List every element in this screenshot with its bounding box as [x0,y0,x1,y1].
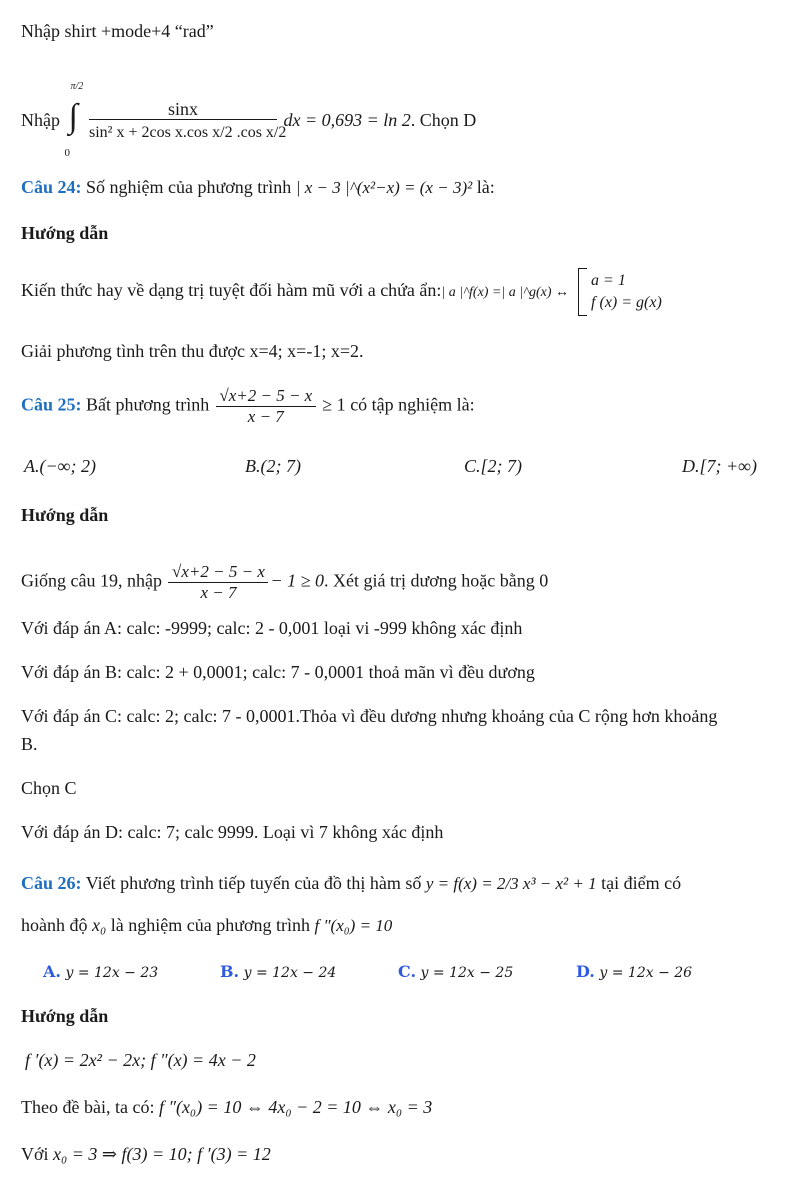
guide-line-6: Với đáp án D: calc: 7; calc 9999. Loại vì 7 không xác định [21,822,444,842]
result-math: x₀ = 3 ⇒ f(3) = 10; f ′(3) = 12 [53,1144,271,1164]
case-bracket [578,268,587,316]
option-a[interactable] [43,961,158,982]
guide-fraction [168,562,268,603]
case-1: a = 1 [591,272,626,289]
guide-text: Giống câu 19, nhập [21,570,162,591]
option-b[interactable] [220,961,336,982]
condition-math: f ″(x₀) = 10 ⇔ 4x₀ − 2 = 10 ⇔ x₀ = 3 [158,1097,433,1117]
fraction-numerator: √x+2 − 5 − x [216,386,316,407]
option-value: y = 12x − 23 [65,965,159,981]
guide-heading: Hướng dẫn [21,1006,109,1026]
question-end: có tập nghiệm là: [350,394,475,415]
integral-prefix: Nhập [21,110,60,131]
condition-line [21,1096,432,1118]
question-26 [21,872,681,895]
fraction-denominator: x − 7 [200,583,237,602]
integral-line [21,81,477,159]
integral-lower-limit: 0 [64,147,70,159]
question-text: hoành độ [21,915,88,935]
question-math: f ″(x₀) = 10 [314,916,393,935]
question-text: Viết phương trình tiếp tuyến của đồ thị hàm số [85,873,422,893]
option-letter: A. [43,962,61,981]
question-inequality: ≥ 1 [322,394,346,415]
question-24 [21,176,495,199]
integral-choice: . Chọn D [410,110,477,131]
derivatives-line: f ′(x) = 2x² − 2x; f ″(x) = 4x − 2 [25,1050,256,1070]
guide-line-4-cont: B. [21,734,38,754]
knowledge-line [21,268,662,316]
integral-symbol: ∫ [68,98,78,135]
question-end: là: [476,177,495,197]
instruction-line: Nhập shirt +mode+4 “rad” [21,21,214,41]
option-letter: C. [398,962,417,981]
guide-line-3: Với đáp án B: calc: 2 + 0,0001; calc: 7 - 0,0001 thoả mãn vì đều dương [21,662,535,682]
knowledge-math: | a |^f(x) =| a |^g(x) ↔ [441,285,570,301]
option-value: y = 12x − 25 [420,965,514,981]
option-letter: B. [220,962,240,981]
question-variable: x₀ [92,915,107,935]
guide-heading: Hướng dẫn [21,505,109,525]
guide-expression: − 1 ≥ 0 [270,570,324,591]
question-text: Số nghiệm của phương trình [86,177,292,197]
cases [591,270,662,314]
result-line [21,1143,271,1165]
case-2: f (x) = g(x) [591,294,662,311]
option-d[interactable] [576,961,692,982]
option-letter: D. [576,962,595,981]
guide-choice: Chọn C [21,778,77,798]
question-function: y = f(x) = 2/3 x³ − x² + 1 [425,874,597,893]
question-text: là nghiệm của phương trình [110,915,310,935]
guide-line-2: Với đáp án A: calc: -9999; calc: 2 - 0,001 loại vi -999 không xác định [21,618,523,638]
question-25 [21,386,475,427]
integral-numerator: sinx [89,99,277,120]
fraction-denominator: x − 7 [247,407,284,426]
condition-text: Theo đề bài, ta có: [21,1097,155,1117]
solution-line: Giải phương tình trên thu được x=4; x=-1; x=2. [21,341,364,361]
fraction-numerator: √x+2 − 5 − x [168,562,268,583]
option-value: y = 12x − 26 [599,965,693,981]
question-label: Câu 24: [21,177,82,197]
option-d[interactable]: D.[7; +∞) [682,456,757,476]
option-c[interactable] [398,961,513,982]
guide-heading: Hướng dẫn [21,223,109,243]
integral-fraction [89,98,287,146]
option-value: y = 12x − 24 [243,965,337,981]
option-b[interactable]: B.(2; 7) [245,456,301,476]
question-end: tại điểm có [601,873,682,893]
option-a[interactable]: A.(−∞; 2) [24,456,96,476]
integral-denominator: sin² x + 2cos x.cos x/2 .cos x/2 [89,123,287,141]
question-math: | x − 3 |^(x²−x) = (x − 3)² [295,178,473,197]
question-fraction [216,386,316,427]
guide-line-1 [21,562,548,603]
integral-result: dx = 0,693 = ln 2 [283,110,411,131]
integral-upper-limit: π/2 [70,81,84,92]
knowledge-text: Kiến thức hay về dạng trị tuyệt đối hàm mũ với a chứa ẩn: [21,280,442,301]
question-26-line-2 [21,914,392,937]
question-label: Câu 26: [21,873,82,893]
result-text: Với [21,1144,49,1164]
question-label: Câu 25: [21,394,82,415]
option-c[interactable]: C.[2; 7) [464,456,522,476]
integral-sign [64,81,84,159]
guide-line-4: Với đáp án C: calc: 2; calc: 7 - 0,0001.Thỏa vì đều dương nhưng khoảng của C rộng hơn khoảng [21,706,718,726]
guide-suffix: . Xét giá trị dương hoặc bằng 0 [324,570,549,591]
question-text: Bất phương trình [86,394,210,415]
